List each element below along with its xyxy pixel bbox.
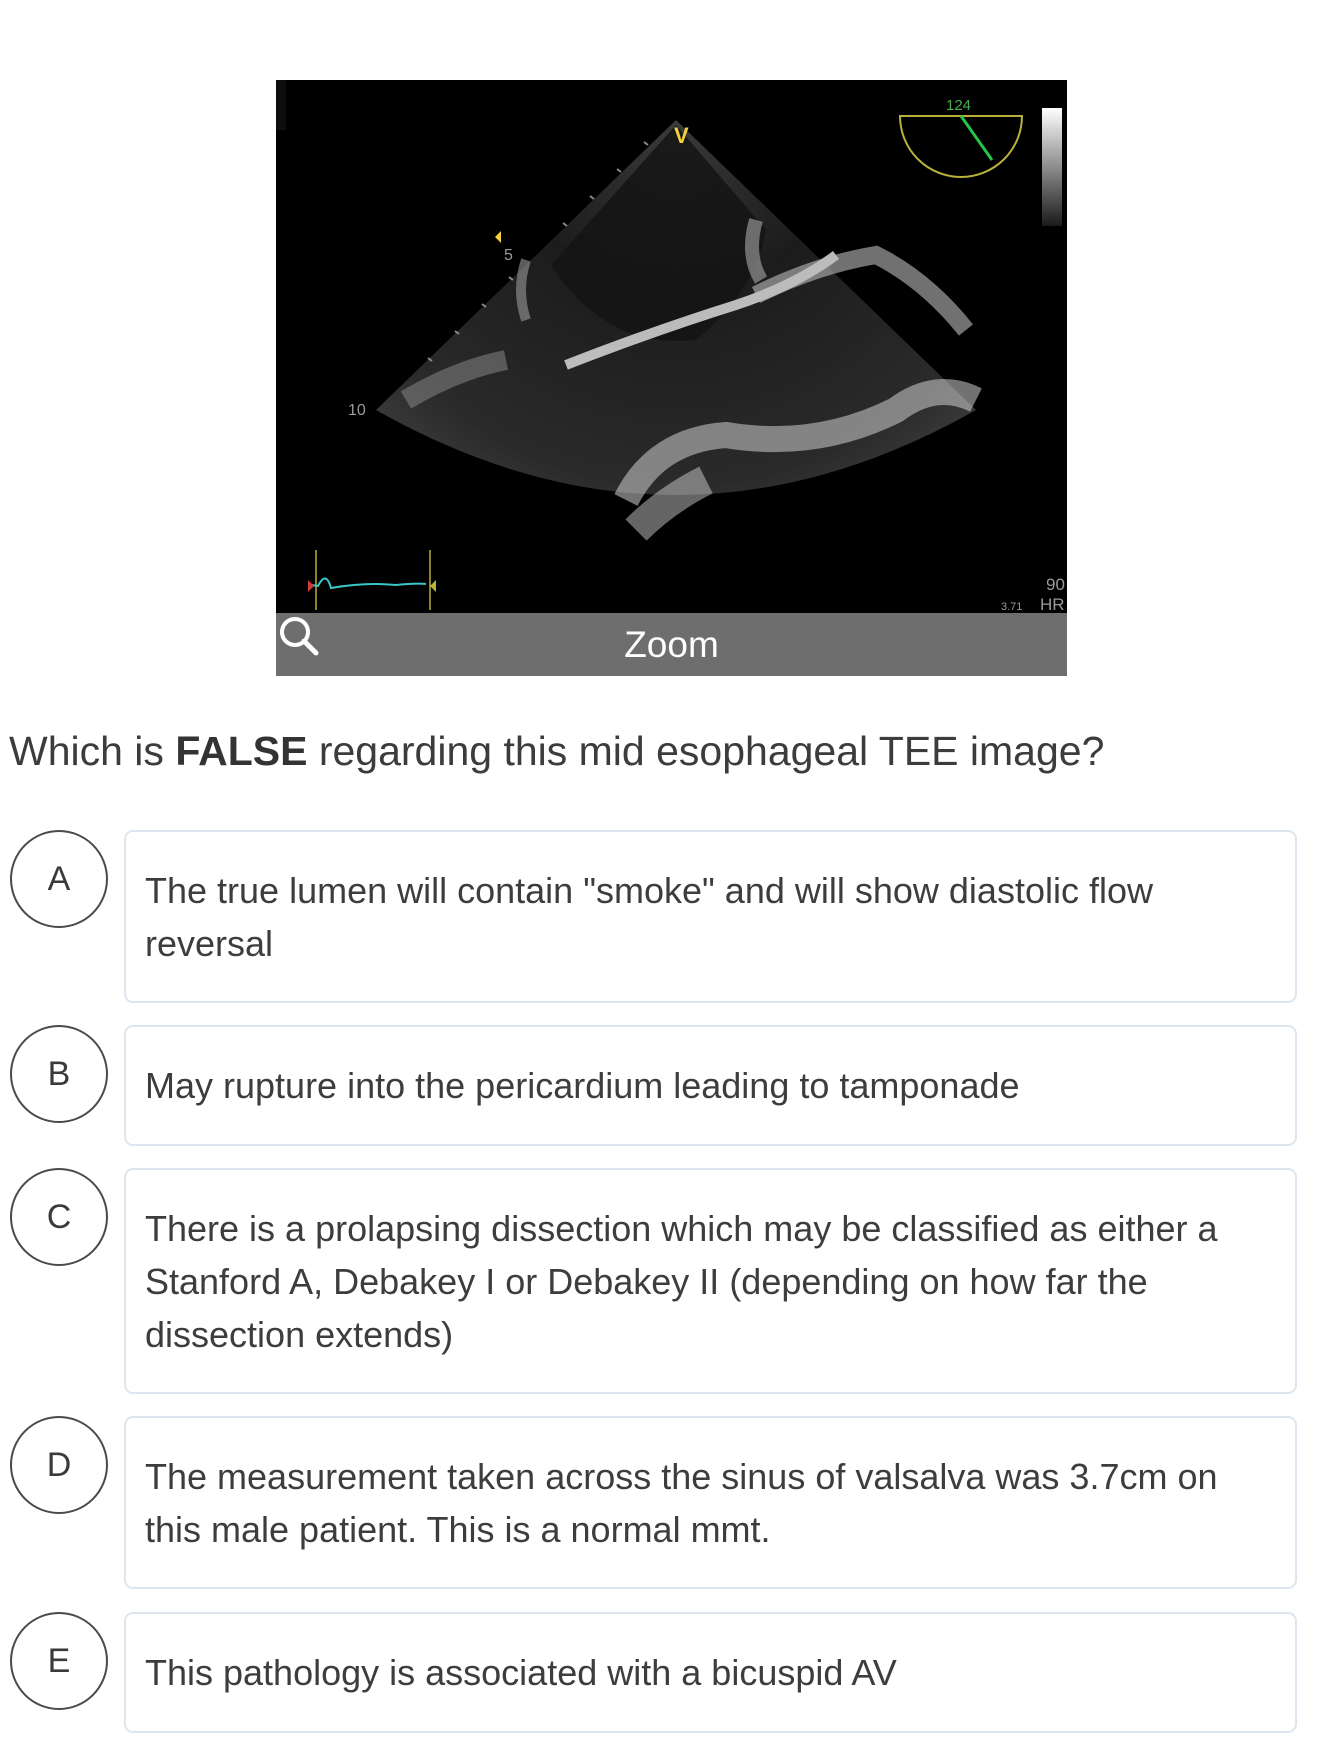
option-letter[interactable]: C <box>10 1168 108 1266</box>
time-value: 3.71 <box>1001 601 1023 613</box>
depth-label-5: 5 <box>504 247 513 264</box>
angle-value: 124 <box>946 97 972 114</box>
option-card[interactable] <box>124 830 1297 1003</box>
zoom-button[interactable] <box>276 613 1067 676</box>
hr-label: HR <box>1040 595 1065 613</box>
option-letter[interactable]: D <box>10 1416 108 1514</box>
question-suffix: regarding this mid esophageal TEE image? <box>307 728 1105 774</box>
option-card[interactable] <box>124 1612 1297 1733</box>
option-text: This pathology is associated with a bicuspid AV <box>145 1652 897 1693</box>
option-letter[interactable]: B <box>10 1025 108 1123</box>
probe-marker: V <box>674 123 689 148</box>
option-text: The true lumen will contain "smoke" and will show diastolic flow reversal <box>145 869 1153 964</box>
option-text: The measurement taken across the sinus of valsalva was 3.7cm on this male patient. This is a normal mmt. <box>145 1455 1218 1550</box>
question-emphasis: FALSE <box>175 728 308 774</box>
search-icon <box>276 613 322 659</box>
option-letter[interactable]: A <box>10 830 108 928</box>
hr-value: 90 <box>1046 575 1065 594</box>
ecg-trace <box>308 550 436 610</box>
option-letter[interactable]: E <box>10 1612 108 1710</box>
option-card[interactable] <box>124 1168 1297 1394</box>
grayscale-bar <box>1042 108 1062 226</box>
option-card[interactable] <box>124 1416 1297 1589</box>
echo-scan <box>276 80 1067 613</box>
option-card[interactable] <box>124 1025 1297 1146</box>
focus-marker <box>495 231 501 243</box>
angle-indicator <box>900 116 1022 177</box>
option-text: There is a prolapsing dissection which may be classified as either a Stanford A, Debakey I or Debakey II (depending on how far the dissection extends) <box>145 1207 1218 1355</box>
depth-label-10: 10 <box>348 402 366 419</box>
echo-image[interactable] <box>276 80 1067 676</box>
option-text: May rupture into the pericardium leading to tamponade <box>145 1065 1020 1106</box>
question-prefix: Which is <box>9 728 176 774</box>
zoom-label: Zoom <box>624 623 719 665</box>
corner-tab <box>276 80 286 130</box>
question-text <box>9 728 1104 775</box>
